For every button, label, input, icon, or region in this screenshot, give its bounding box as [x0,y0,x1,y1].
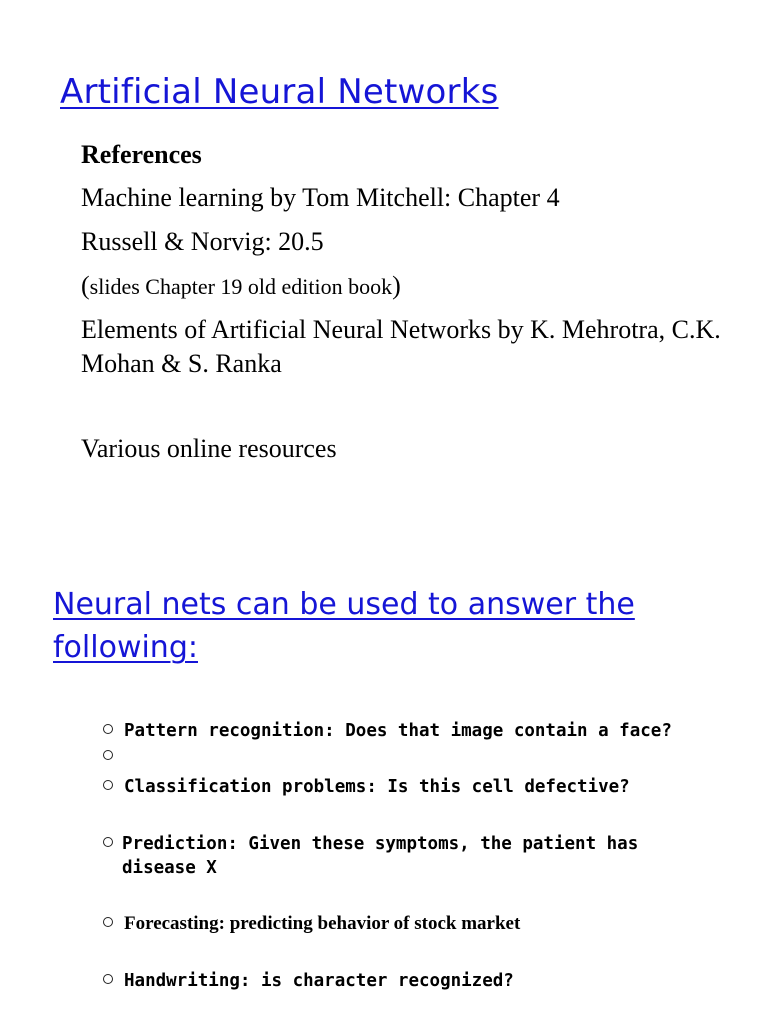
slide-title-neural-nets-uses: Neural nets can be used to answer the following: [53,587,635,665]
hollow-circle-bullet-icon [103,837,113,847]
bullet-text: Prediction: Given these symptoms, the patient has disease X [122,834,639,878]
bullet-text: Forecasting: predicting behavior of stock market [124,913,521,934]
bullet-item-pattern-recognition [103,719,743,743]
references-heading: References [81,140,202,169]
hollow-circle-bullet-icon [103,974,113,984]
hollow-circle-bullet-icon [103,917,113,927]
reference-russell-norvig: Russell & Norvig: 20.5 [81,227,324,256]
reference-online-resources: Various online resources [81,434,337,463]
bullet-item-prediction [103,832,743,880]
hollow-circle-bullet-icon [103,780,113,790]
close-paren: ) [392,271,401,300]
slide-title-artificial-neural-networks: Artificial Neural Networks [60,72,499,112]
hollow-circle-bullet-icon [103,750,113,760]
reference-mitchell: Machine learning by Tom Mitchell: Chapter 4 [81,183,560,212]
reference-slides-note [81,269,401,304]
hollow-circle-bullet-icon [103,724,113,734]
open-paren: ( [81,271,90,300]
reference-mehrotra: Elements of Artificial Neural Networks by K. Mehrotra, C.K. Mohan & S. Ranka [81,315,721,378]
bullet-item-handwriting [103,969,743,993]
bullet-item-forecasting [103,912,743,936]
reference-slides-text: slides Chapter 19 old edition book [89,274,393,299]
bullet-item-classification [103,775,743,799]
bullet-text: Handwriting: is character recognized? [124,971,514,991]
bullet-text: Pattern recognition: Does that image contain a face? [124,721,672,741]
bullet-item-empty [103,745,743,760]
bullet-text: Classification problems: Is this cell defective? [124,777,630,797]
